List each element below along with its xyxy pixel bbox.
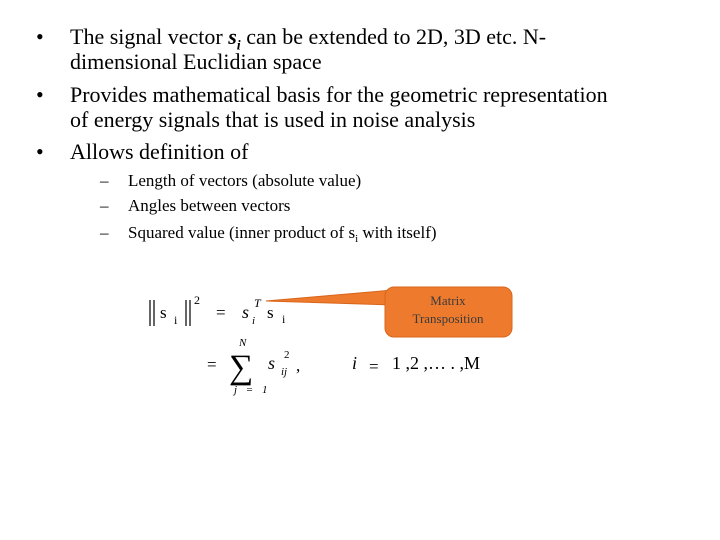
bullet-marker: •: [36, 82, 44, 107]
subbullet-3-sub: i: [355, 233, 359, 245]
equals-2: =: [207, 355, 217, 374]
bullet-2-line-1: Provides mathematical basis for the geometric representation: [70, 82, 608, 107]
norm-sub: i: [174, 313, 178, 327]
bullet-1-text-pre: The signal vector: [70, 24, 229, 49]
formula-line-2: [207, 337, 480, 396]
index-eq: =: [369, 357, 379, 376]
sigma: ∑: [229, 349, 254, 386]
signal-vector-var: s: [228, 24, 237, 49]
rhs-sup: T: [254, 296, 261, 310]
index-var: i: [352, 353, 358, 373]
callout-bubble: [266, 287, 512, 337]
bullet-marker: •: [36, 24, 44, 49]
callout-line-1: Matrix: [430, 293, 466, 308]
sum-upper: N: [239, 337, 247, 349]
dash-marker: –: [100, 223, 109, 242]
rhs-sub: i: [252, 315, 256, 327]
subbullet-3-text-pre: Squared value (inner product of s: [128, 223, 356, 242]
norm-var: s: [160, 303, 167, 322]
callout-line-2: Transposition: [412, 311, 484, 326]
index-range: 1 ,2 ,… . ,M: [392, 353, 481, 373]
subbullet-2-text: Angles between vectors: [128, 196, 291, 215]
sum-lower: j = 1: [234, 384, 268, 396]
callout-pointer: [266, 290, 393, 305]
dash-marker: –: [100, 196, 109, 215]
norm-power: 2: [194, 293, 200, 307]
equals-1: =: [216, 303, 226, 322]
bullet-1-text-post: can be extended to 2D, 3D etc. N-: [240, 24, 547, 49]
bullet-2-line-2: of energy signals that is used in noise analysis: [70, 107, 476, 132]
signal-vector-sub: i: [236, 38, 241, 54]
rhs-var2: s: [267, 303, 274, 322]
term-sub: ij: [281, 366, 288, 378]
bullet-3-line-1: Allows definition of: [70, 139, 249, 164]
rhs-var: s: [242, 302, 250, 322]
subbullet-3-text-post: with itself): [358, 223, 437, 242]
bullet-marker: •: [36, 139, 44, 164]
rhs-sub2: i: [282, 312, 286, 326]
subbullet-1-text: Length of vectors (absolute value): [128, 171, 362, 190]
term-var: s: [268, 353, 276, 373]
term-comma: ,: [296, 356, 301, 375]
term-sup: 2: [284, 349, 290, 361]
dash-marker: –: [100, 171, 109, 190]
bullet-1-line-2: dimensional Euclidian space: [70, 49, 322, 74]
formula-line-1: [150, 293, 286, 327]
